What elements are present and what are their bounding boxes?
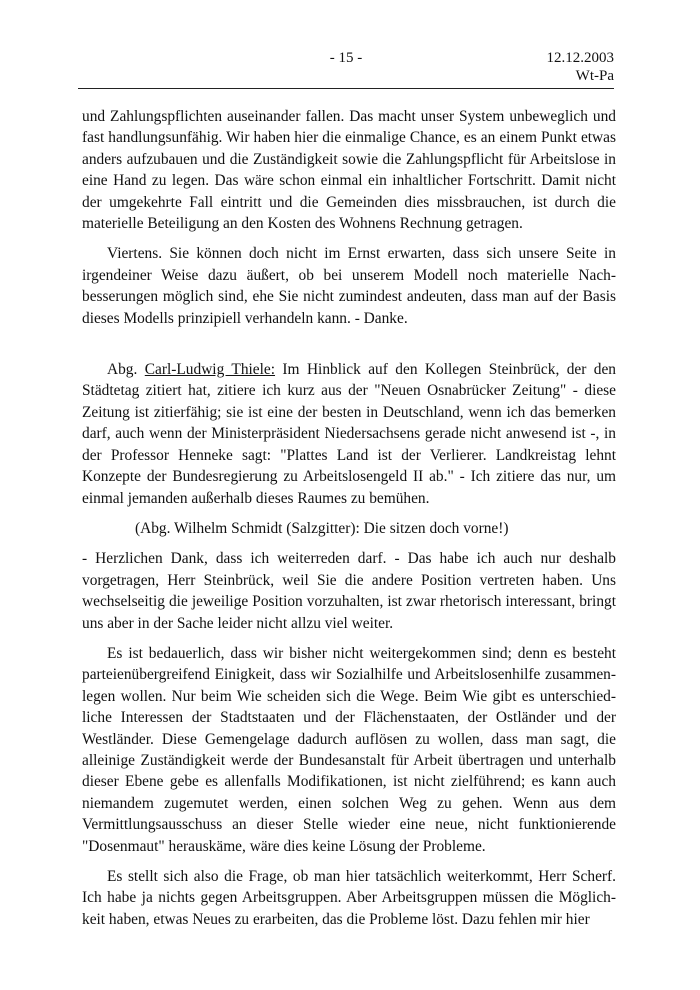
interjection: (Abg. Wilhelm Schmidt (Salzgitter): Die sitzen doch vorne!) (135, 519, 509, 537)
speaker-prefix: Abg. (107, 361, 145, 379)
page-header (78, 46, 614, 89)
paragraph-continuation: und Zahlungspflichten auseinander fallen. Das macht unser System unbeweglich und fast handlungsunfähig. Wir haben hier die einmalige Chance, es an einem Punkt etwas anders aufzubauen und die Zuständigkeit sowie die Zahlungspflicht für Arbeitslose in eine Hand zu legen. Das wäre schon einmal ein inhaltlicher Fortschritt. Damit nicht der umgekehrte Fall eintritt und die Gemeinden dies missbrauchen, ist durch die materielle Beteiligung an den Kosten des Wohnens Rechnung getragen. (82, 108, 616, 233)
paragraph-thiele (82, 359, 616, 509)
header-code: Wt-Pa (575, 68, 614, 84)
paragraph-frage: Es stellt sich also die Frage, ob man hier tatsächlich weiterkommt, Herr Scherf. Ich habe ja nichts gegen Arbeitsgruppen. Aber Arbeitsgruppen müssen die Möglichkeit haben, etwas Neues zu erarbeiten, das die Probleme löst. Dazu fehlen mir hier (82, 868, 616, 928)
document-body (82, 106, 616, 939)
paragraph-continued-speech: - Herzlichen Dank, dass ich weiterreden darf. - Das habe ich auch nur deshalb vorgetragen, Herr Steinbrück, weil Sie die andere Position vertreten haben. Uns wechselseitig die jeweilige Position vorzuhalten, ist zwar rhetorisch interessant, bringt uns aber in der Sache leider nicht allzu viel weiter. (82, 550, 616, 632)
speaker-name: Carl-Ludwig Thiele: (144, 361, 276, 379)
speech-text: Im Hinblick auf den Kollegen Steinbrück, der den Städtetag zitiert hat, zitiere ich kurz aus der "Neuen Osnabrücker Zeitung" - diese Zeitung ist zitierfähig; sie ist eine der besten in Deutschland, wenn ich das bemerken darf, auch wenn der Ministerpräsident Niedersachsens gerade nicht anwesend ist -, in der Professor Henneke sagt: "Plattes Land ist der Verlierer. Landkreistag lehnt Konzepte der Bundesregierung zu Arbeitslosengeld II ab." - Ich zitiere das nur, um einmal jemanden außerhalb dieses Raumes zu bemühen. (82, 361, 616, 507)
page-number: - 15 - (329, 50, 363, 66)
paragraph-viertens: Viertens. Sie können doch nicht im Ernst erwarten, dass sich unsere Seite in irgendeiner Weise dazu äußert, ob bei unserem Modell noch materielle Nachbesserungen möglich sind, ehe Sie nicht zumindest andeuten, dass man auf der Basis dieses Modells prinzipiell verhandeln kann. - Danke. (82, 245, 616, 327)
paragraph-bedauerlich: Es ist bedauerlich, dass wir bisher nicht weitergekommen sind; denn es besteht parteienübergreifend Einigkeit, dass wir Sozialhilfe und Arbeitslosenhilfe zusammenlegen wollen. Nur beim Wie scheiden sich die Wege. Beim Wie gibt es unterschiedliche Interessen der Stadtstaaten und der Flächenstaaten, der Ostländer und der Westländer. Diese Gemengelage dadurch auflösen zu wollen, dass man sagt, die alleinige Zuständigkeit werde der Bundesanstalt für Arbeit übertragen und unterhalb dieser Ebene gebe es allenfalls Modifikationen, ist nicht zielführend; es kann auch niemandem zugemutet werden, einen solchen Weg zu gehen. Wenn aus dem Vermittlungsausschuss an dieser Stelle wieder eine neue, nicht funktionierende "Dosenmaut" herauskäme, wäre dies keine Lösung der Probleme. (82, 644, 616, 855)
header-date: 12.12.2003 (546, 50, 614, 66)
